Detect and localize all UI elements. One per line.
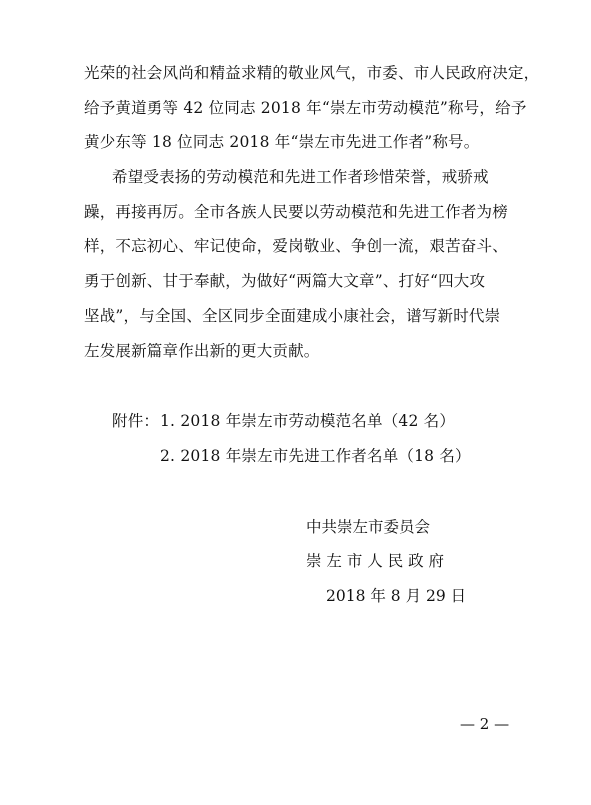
body-line: 躁，再接再厉。全市各族人民要以劳动模范和先进工作者为榜	[84, 203, 508, 221]
body-line: 希望受表扬的劳动模范和先进工作者珍惜荣誉，戒骄戒	[112, 168, 489, 186]
signature-date: 2018 年 8 月 29 日	[326, 587, 467, 605]
signature-org-government: 崇 左 市 人 民 政 府	[306, 552, 445, 570]
body-line: 左发展新篇章作出新的更大贡献。	[84, 342, 320, 360]
body-line: 光荣的社会风尚和精益求精的敬业风气，市委、市人民政府决定，	[84, 64, 540, 82]
body-line: 样，不忘初心、牢记使命，爱岗敬业、争创一流，艰苦奋斗、	[84, 237, 508, 255]
signature-org-party-committee: 中共崇左市委员会	[306, 518, 431, 536]
body-line: 给予黄道勇等 42 位同志 2018 年“崇左市劳动模范”称号，给予	[84, 99, 527, 117]
body-line: 坚战”，与全国、全区同步全面建成小康社会，谱写新时代崇	[84, 307, 501, 325]
body-line: 黄少东等 18 位同志 2018 年“崇左市先进工作者”称号。	[84, 133, 480, 151]
attachment-item: 1. 2018 年崇左市劳动模范名单（42 名）	[160, 412, 456, 430]
attachment-label: 附件：	[112, 412, 160, 430]
body-line: 勇于创新、甘于奉献，为做好“两篇大文章”、打好“四大攻	[84, 272, 486, 290]
attachment-item: 2. 2018 年崇左市先进工作者名单（18 名）	[160, 447, 471, 465]
page-number: — 2 —	[460, 715, 510, 733]
